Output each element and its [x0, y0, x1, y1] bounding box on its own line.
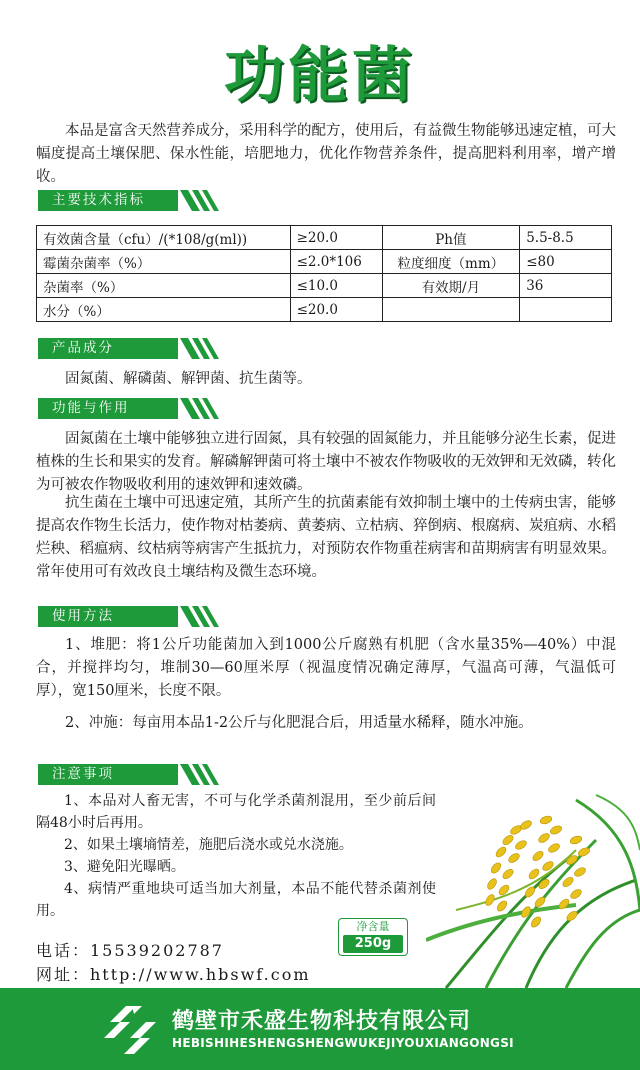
rice-ear-illustration: [426, 790, 640, 988]
spec-row: [37, 298, 612, 322]
function-paragraph-2: 抗生菌在土壤中可迅速定殖，其所产生的抗菌素能有效抑制土壤中的土传病虫害，能够提高农作物生长活力，使作物对枯萎病、黄萎病、立枯病、猝倒病、根腐病、炭疽病、水稻烂秧、稻瘟病、纹枯病等病害产生抵抗力，对预防农作物重茬病害和苗期病害有明显效果。常年使用可有效改良土壤结构及微生态环境。: [36, 495, 616, 580]
spec-cell: ≤80: [520, 250, 612, 274]
spec-cell: 粒度细度（mm）: [382, 250, 520, 274]
spec-cell: 有效菌含量（cfu）/(*108/g(ml)): [37, 226, 291, 250]
spec-cell: 杂菌率（%）: [37, 274, 291, 298]
ingredients-text: 固氮菌、解磷菌、解钾菌、抗生菌等。: [65, 371, 312, 387]
website-text: 网址：http://www.hbswf.com: [36, 965, 311, 984]
net-weight-badge: [338, 918, 408, 956]
spec-row: [37, 226, 612, 250]
section-header-usage: [38, 606, 178, 627]
note-item: 2、如果土壤墒情差，施肥后浇水或兑水浇施。: [64, 837, 353, 853]
section-title: 主要技术指标: [52, 192, 145, 208]
section-header-ingredients: [38, 338, 178, 359]
section-title: 功能与作用: [52, 400, 130, 416]
section-header-notes: [38, 764, 178, 785]
spec-cell: 36: [520, 274, 612, 298]
spec-cell: 霉菌杂菌率（%）: [37, 250, 291, 274]
note-item: 3、避免阳光曝晒。: [64, 859, 185, 875]
spec-cell: [520, 298, 612, 322]
stripes-decoration: [180, 764, 220, 785]
section-header-specs: [38, 190, 178, 211]
section-title: 注意事项: [52, 766, 114, 782]
stripes-decoration: [180, 606, 220, 627]
company-name: 鹤壁市禾盛生物科技有限公司: [172, 1009, 472, 1034]
stripes-decoration: [180, 398, 220, 419]
company-logo-icon: [104, 1002, 160, 1058]
spec-cell: ≥20.0: [290, 226, 382, 250]
spec-cell: [382, 298, 520, 322]
section-header-function: [38, 398, 178, 419]
spec-table: [36, 225, 612, 322]
note-item: 1、本品对人畜无害，不可与化学杀菌剂混用，至少前后间隔48小时后再用。: [36, 793, 436, 831]
spec-cell: ≤10.0: [290, 274, 382, 298]
stripes-decoration: [180, 190, 220, 211]
spec-cell: 水分（%）: [37, 298, 291, 322]
spec-cell: 5.5-8.5: [520, 226, 612, 250]
section-title: 使用方法: [52, 608, 114, 624]
intro-paragraph: 本品是富含天然营养成分，采用科学的配方，使用后，有益微生物能够迅速定植，可大幅度提高土壤保肥、保水性能，培肥地力，优化作物营养条件，提高肥料利用率，增产增收。: [36, 123, 616, 185]
spec-row: [37, 250, 612, 274]
company-pinyin: HEBISHIHESHENGSHENGWUKEJIYOUXIANGONGSI: [172, 1036, 514, 1050]
company-footer: [0, 988, 640, 1070]
spec-cell: ≤20.0: [290, 298, 382, 322]
page-title: 功能菌: [224, 41, 416, 111]
spec-row: [37, 274, 612, 298]
note-item: 4、病情严重地块可适当加大剂量，本品不能代替杀菌剂使用。: [36, 881, 436, 919]
function-paragraph-1: 固氮菌在土壤中能够独立进行固氮，具有较强的固氮能力，并且能够分泌生长素，促进植株的生长和果实的发育。解磷解钾菌可将土壤中不被农作物吸收的无效钾和无效磷，转化为可被农作物吸收利用的速效钾和速效磷。: [36, 431, 616, 493]
net-weight-label: 净含量: [356, 920, 390, 933]
section-title: 产品成分: [52, 340, 114, 356]
notes-list: [36, 790, 436, 922]
spec-cell: Ph值: [382, 226, 520, 250]
usage-paragraph-1: 1、堆肥：将1公斤功能菌加入到1000公斤腐熟有机肥（含水量35%—40%）中混合，并搅拌均匀，堆制30—60厘米厚（视温度情况确定薄厚，气温高可薄，气温低可厚），宽150厘米，长度不限。: [36, 637, 616, 699]
net-weight-value: 250g: [343, 935, 403, 953]
usage-paragraph-2: 2、冲施：每亩用本品1-2公斤与化肥混合后，用适量水稀释，随水冲施。: [65, 715, 533, 731]
phone-text: 电话：15539202787: [36, 941, 224, 960]
spec-cell: 有效期/月: [382, 274, 520, 298]
stripes-decoration: [180, 338, 220, 359]
spec-cell: ≤2.0*106: [290, 250, 382, 274]
